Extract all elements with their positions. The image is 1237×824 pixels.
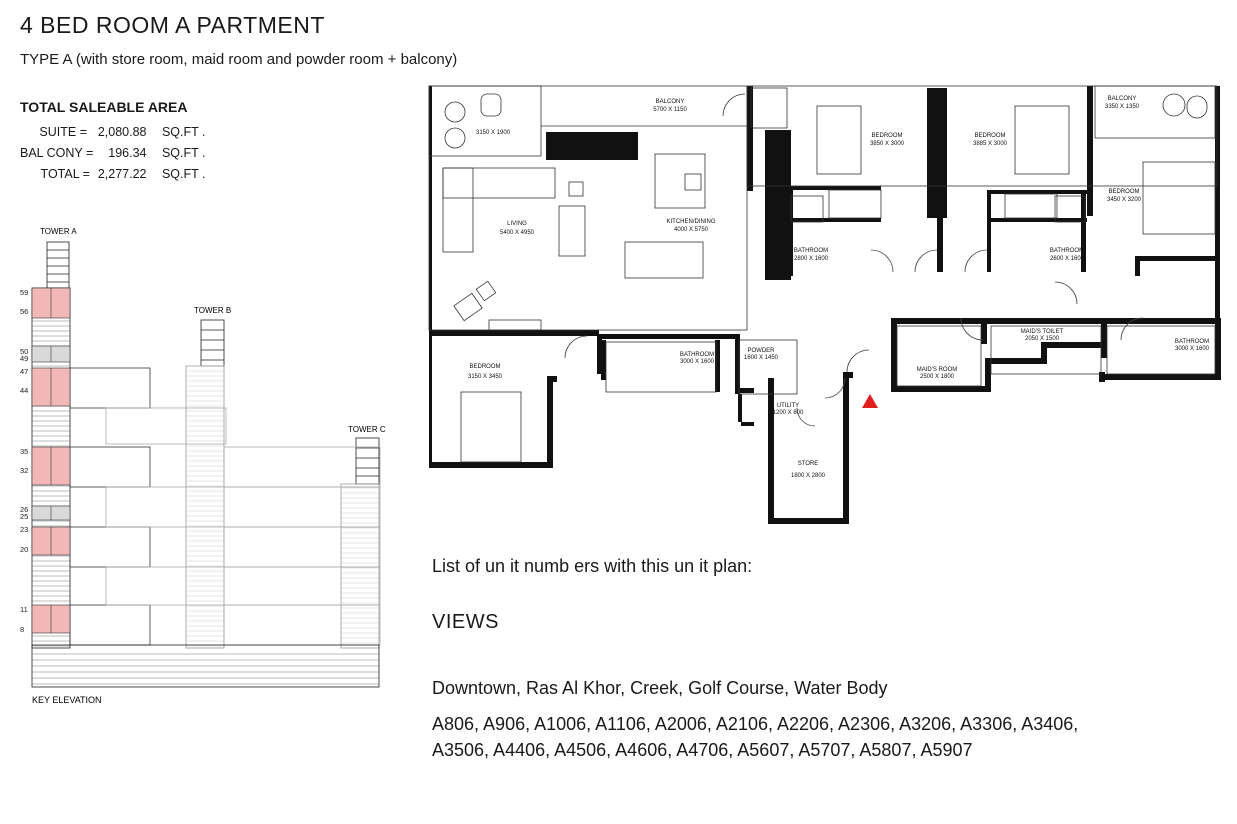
room-label: BEDROOM — [1108, 189, 1140, 195]
room-dim: 3000 X 1600 — [1174, 346, 1210, 352]
room-dim: 3850 X 3000 — [869, 141, 905, 147]
area-row-value: 2,277.22 — [97, 167, 147, 181]
room-dim: 3150 X 1900 — [475, 130, 511, 136]
floor-label: 35 — [20, 447, 29, 456]
floor-label: 32 — [20, 466, 29, 475]
tower-b-label: TOWER B — [194, 306, 232, 315]
area-table — [20, 122, 206, 185]
room-label: KITCHEN/DINING — [666, 219, 716, 225]
area-row-value: 196.34 — [108, 146, 147, 160]
unit-list-heading: List of un it numb ers with this un it plan: — [432, 556, 753, 576]
room-dim: 4000 X 5750 — [673, 227, 709, 233]
area-row-label: BAL CONY = — [20, 146, 94, 160]
room-label: BEDROOM — [871, 133, 903, 139]
room-label: MAID'S ROOM — [916, 367, 958, 373]
room-dim: 2050 X 1500 — [1024, 336, 1060, 342]
area-row-label: TOTAL = — [40, 167, 90, 181]
room-label: BALCONY — [655, 99, 685, 105]
floor-label: 8 — [20, 625, 25, 634]
room-label: LIVING — [507, 221, 527, 227]
floor-plan — [425, 82, 1225, 527]
floor-label: 26 — [20, 505, 29, 514]
room-dim: 1800 X 2800 — [790, 473, 826, 479]
room-label: UTILITY — [776, 403, 800, 409]
room-dim: 1600 X 1450 — [743, 355, 779, 361]
room-dim: 3885 X 3000 — [972, 141, 1008, 147]
saleable-area-heading: TOTAL SALEABLE AREA — [20, 99, 188, 115]
area-row-unit: SQ.FT . — [161, 146, 206, 160]
room-label: BATHROOM — [1049, 248, 1085, 254]
room-label: BEDROOM — [469, 364, 501, 370]
floor-label: 44 — [20, 386, 29, 395]
room-label: BATHROOM — [679, 352, 715, 358]
area-row-balcony — [20, 143, 206, 164]
floor-label: 49 — [20, 354, 29, 363]
room-label: BEDROOM — [974, 133, 1006, 139]
floor-label: 50 — [20, 347, 29, 356]
area-row-value: 2,080.88 — [97, 125, 147, 139]
room-dim: 3150 X 3450 — [467, 374, 503, 380]
area-row-unit: SQ.FT . — [161, 125, 206, 139]
room-label: BATHROOM — [1174, 339, 1210, 345]
floor-label: 59 — [20, 288, 29, 297]
views-heading: VIEWS — [432, 611, 499, 633]
floor-label: 20 — [20, 545, 29, 554]
unit-type-subtitle: TYPE A (with store room, maid room and powder room + balcony) — [20, 51, 458, 68]
area-row-total — [20, 164, 206, 185]
room-label: MAID'S TOILET — [1020, 329, 1064, 335]
floor-label: 47 — [20, 367, 29, 376]
area-row-label: SUITE = — [39, 125, 87, 139]
tower-c-label: TOWER C — [348, 425, 386, 434]
room-label: BATHROOM — [793, 248, 829, 254]
area-row-unit: SQ.FT . — [161, 167, 206, 181]
room-dim: 2800 X 1600 — [793, 256, 829, 262]
views-value: Downtown, Ras Al Khor, Creek, Golf Course, Water Body — [432, 678, 888, 698]
room-label: BALCONY — [1107, 96, 1137, 102]
floor-label: 25 — [20, 512, 29, 521]
room-dim: 5400 X 4950 — [499, 230, 535, 236]
room-dim: 5700 X 1150 — [653, 107, 687, 113]
room-dim: 3450 X 3200 — [1106, 197, 1142, 203]
room-dim: 2500 X 1800 — [919, 374, 955, 380]
area-row-suite — [20, 122, 206, 143]
room-dim: 2600 X 1600 — [1049, 256, 1085, 262]
floor-label: 56 — [20, 307, 29, 316]
entry-marker-icon — [862, 394, 878, 408]
room-dim: 1200 X 800 — [772, 410, 804, 416]
floor-label: 11 — [20, 605, 28, 614]
room-dim: 3350 X 1350 — [1104, 104, 1140, 110]
unit-code-list: A806, A906, A1006, A1106, A2006, A2106, A2206, A2306, A3206, A3306, A3406, A3506, A4406, A4506, A4606, A4706, A5607, A5707, A5807, A5907 — [432, 714, 1079, 760]
room-label: POWDER — [747, 348, 775, 354]
room-label: STORE — [797, 461, 819, 467]
key-elevation-caption: KEY ELEVATION — [32, 695, 102, 705]
room-dim: 3000 X 1600 — [679, 359, 715, 365]
floor-label: 23 — [20, 525, 29, 534]
key-elevation-diagram — [0, 220, 400, 720]
page-title: 4 BED ROOM A PARTMENT — [20, 12, 325, 38]
tower-a-label: TOWER A — [40, 227, 77, 236]
